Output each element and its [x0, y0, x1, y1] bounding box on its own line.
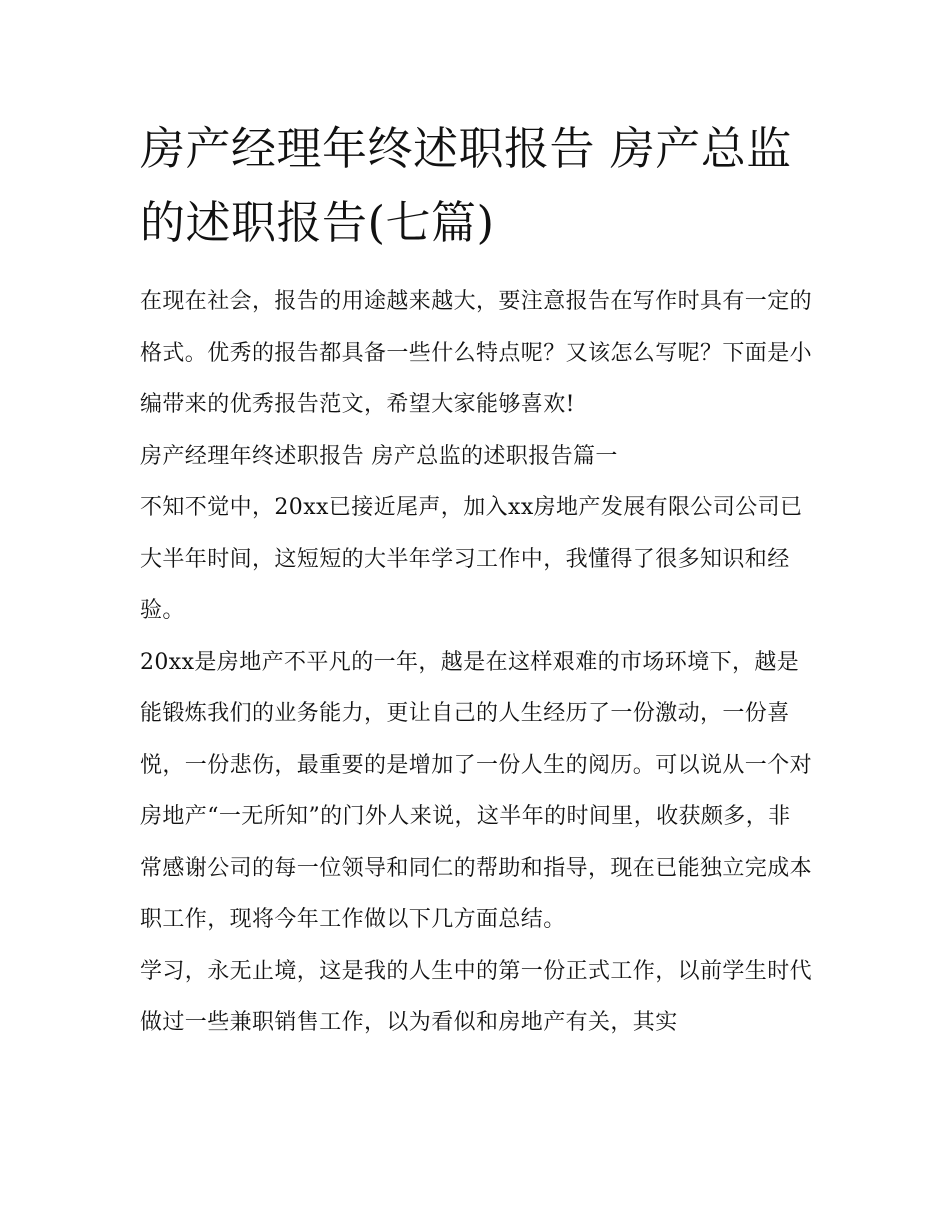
section-heading: 房产经理年终述职报告 房产总监的述职报告篇一 [140, 443, 618, 469]
intro-paragraph: 在现在社会，报告的用途越来越大，要注意报告在写作时具有一定的格式。优秀的报告都具备一些什么特点呢？又该怎么写呢？下面是小编带来的优秀报告范文，希望大家能够喜欢! [140, 289, 813, 417]
document-title: 房产经理年终述职报告 房产总监的述职报告(七篇) [140, 122, 792, 249]
body-paragraph: 不知不觉中，20xx已接近尾声，加入xx房地产发展有限公司公司已大半年时间，这短短的大半年学习工作中，我懂得了很多知识和经验。 [140, 495, 803, 623]
body-paragraph: 20xx是房地产不平凡的一年，越是在这样艰难的市场环境下，越是能锻炼我们的业务能力，更让自己的人生经历了一份激动，一份喜悦，一份悲伤，最重要的是增加了一份人生的阅历。可以说从一个对房地产“一无所知”的门外人来说，这半年的时间里，收获颇多，非常感谢公司的每一位领导和同仁的帮助和指导，现在已能独立完成本职工作，现将今年工作做以下几方面总结。 [140, 649, 813, 932]
body-paragraph: 学习，永无止境，这是我的人生中的第一份正式工作，以前学生时代做过一些兼职销售工作，以为看似和房地产有关，其实 [140, 958, 813, 1035]
document-body [140, 112, 812, 1049]
